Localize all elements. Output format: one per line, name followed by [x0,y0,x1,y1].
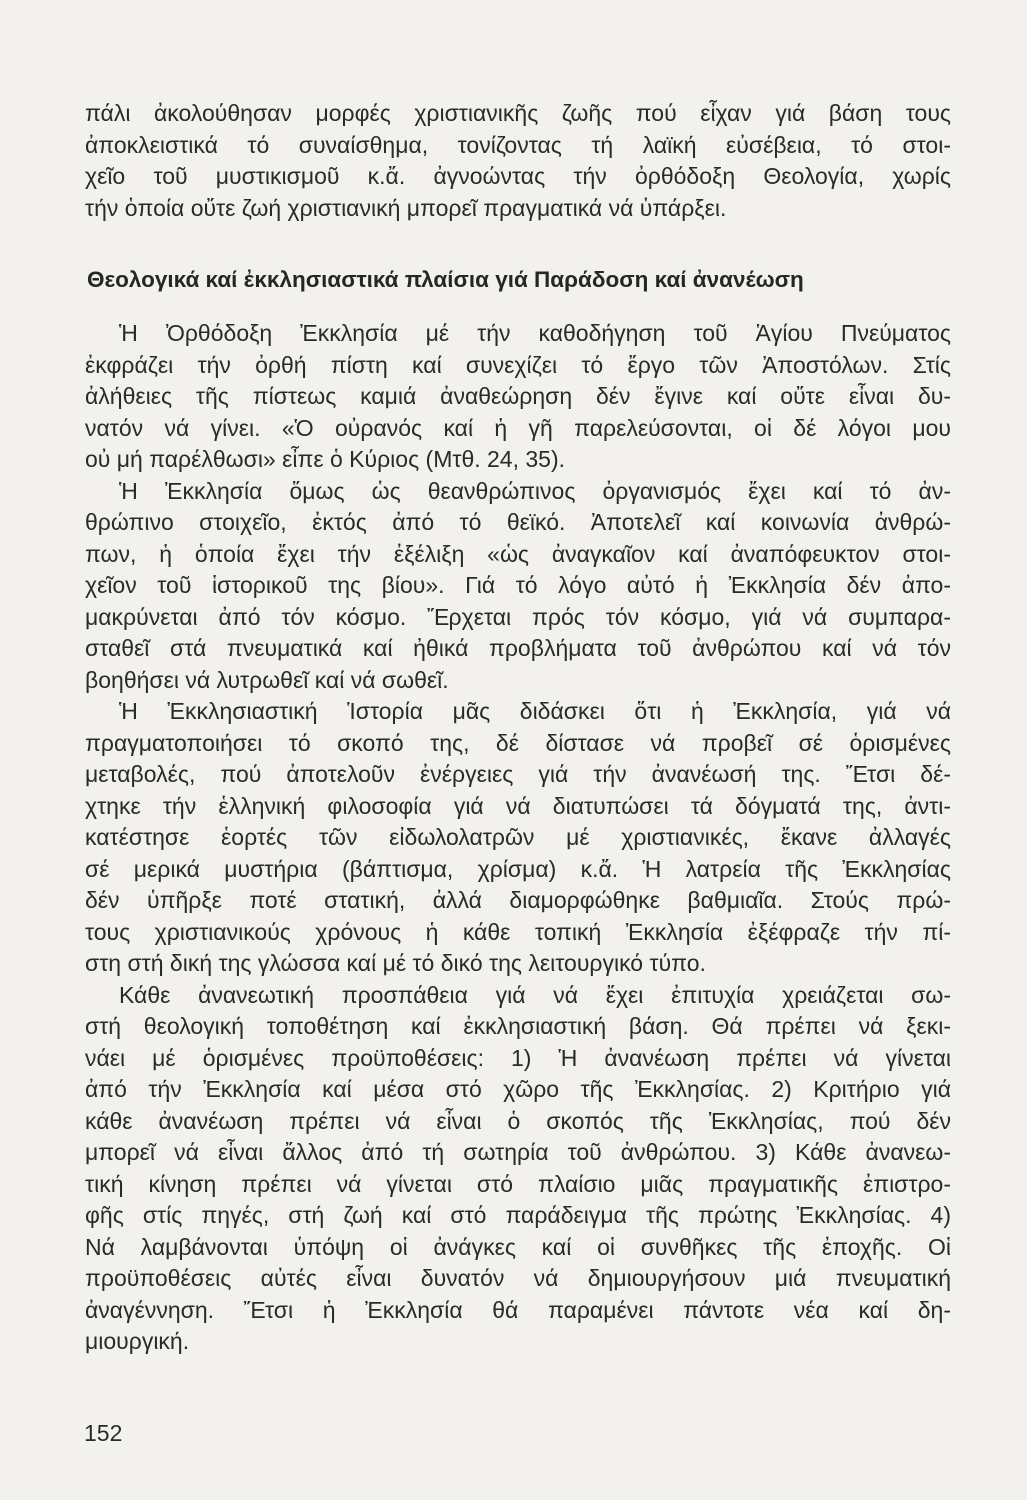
text-line: χτηκε τήν ἑλληνική φιλοσοφία γιά νά διατυπώσει τά δόγματά της, ἀντι- [85,792,951,819]
text-line: ἀποκλειστικά τό συναίσθημα, τονίζοντας τή λαϊκή εὐσέβεια, τό στοι- [85,131,951,158]
text-line: μεταβολές, πού ἀποτελοῦν ἐνέργειες γιά τήν ἀνανέωσή της. Ἔτσι δέ- [85,761,951,787]
text-line: βοηθήσει νά λυτρωθεῖ καί νά σωθεῖ. [85,666,449,693]
text-line: χεῖον τοῦ ἱστορικοῦ της βίου». Γιά τό λόγο αὐτό ἡ Ἐκκλησία δέν ἀπο- [85,572,951,598]
text-line: ἐκφράζει τήν ὀρθή πίστη καί συνεχίζει τό ἔργο τῶν Ἀποστόλων. Στίς [85,351,951,378]
page-number: 152 [84,1420,123,1446]
text-line: δέν ὑπῆρξε ποτέ στατική, ἀλλά διαμορφώθηκε βαθμιαῖα. Στούς πρώ- [85,887,951,913]
text-line: μακρύνεται ἀπό τόν κόσμο. Ἔρχεται πρός τόν κόσμο, γιά νά συμπαρα- [85,603,951,630]
text-line: μιουργική. [85,1328,190,1354]
text-line: Νά λαμβάνονται ὑπόψη οἱ ἀνάγκες καί οἱ συνθῆκες τῆς ἐποχῆς. Οἱ [85,1233,951,1260]
text-line: θρώπινο στοιχεῖο, ἐκτός ἀπό τό θεϊκό. Ἀποτελεῖ καί κοινωνία ἀνθρώ- [85,509,951,535]
text-line: φῆς στίς πηγές, στή ζωή καί στό παράδειγμα τῆς πρώτης Ἐκκλησίας. 4) [85,1202,951,1228]
text-line: Ἡ Ὀρθόδοξη Ἐκκλησία μέ τήν καθοδήγηση τοῦ Ἁγίου Πνεύματος [119,320,951,346]
text-line: στη στή δική της γλώσσα καί μέ τό δικό της λειτουργικό τύπο. [85,950,706,976]
section-heading: Θεολογικά καί ἐκκλησιαστικά πλαίσια γιά Παράδοση καί ἀνανέωση [87,267,804,292]
text-line: νάει μέ ὁρισμένες προϋποθέσεις: 1) Ἡ ἀνανέωση πρέπει νά γίνεται [85,1044,951,1071]
text-line: σταθεῖ στά πνευματικά καί ἠθικά προβλήματα τοῦ ἀνθρώπου καί νά τόν [85,635,951,661]
text-line: Ἡ Ἐκκλησία ὅμως ὡς θεανθρώπινος ὀργανισμός ἔχει καί τό ἀν- [119,477,951,504]
body-text [85,318,951,1358]
text-line: τους χριστιανικούς χρόνους ἡ κάθε τοπική Ἐκκλησία ἐξέφραζε τήν πί- [85,918,951,945]
text-line: προϋποθέσεις αὐτές εἶναι δυνατόν νά δημιουργήσουν μιά πνευματική [85,1265,951,1291]
text-line: οὐ μή παρέλθωσι» εἶπε ὁ Κύριος (Μτθ. 24, 35). [85,446,566,472]
text-line: νατόν νά γίνει. «Ὁ οὐρανός καί ἡ γῆ παρελεύσονται, οἱ δέ λόγοι μου [85,414,951,441]
text-line: Ἡ Ἐκκλησιαστική Ἱστορία μᾶς διδάσκει ὅτι ἡ Ἐκκλησία, γιά νά [119,698,951,724]
text-line: Κάθε ἀνανεωτική προσπάθεια γιά νά ἔχει ἐπιτυχία χρειάζεται σω- [119,981,951,1008]
text-line: ἀπό τήν Ἐκκλησία καί μέσα στό χῶρο τῆς Ἐκκλησίας. 2) Κριτήριο γιά [85,1076,951,1102]
text-line: ἀναγέννηση. Ἔτσι ἡ Ἐκκλησία θά παραμένει πάντοτε νέα καί δη- [85,1296,951,1323]
text-line: χεῖο τοῦ μυστικισμοῦ κ.ἄ. ἀγνοώντας τήν ὀρθόδοξη Θεολογία, χωρίς [85,163,951,189]
intro-paragraph [85,98,951,224]
text-line: μπορεῖ νά εἶναι ἄλλος ἀπό τή σωτηρία τοῦ ἀνθρώπου. 3) Κάθε ἀνανεω- [85,1139,951,1165]
text-line: κάθε ἀνανέωση πρέπει νά εἶναι ὁ σκοπός τῆς Ἐκκλησίας, πού δέν [85,1107,951,1134]
text-line: πάλι ἀκολούθησαν μορφές χριστιανικῆς ζωῆς πού εἶχαν γιά βάση τους [85,100,951,126]
text-line: σέ μερικά μυστήρια (βάπτισμα, χρίσμα) κ.ἄ. Ἡ λατρεία τῆς Ἐκκλησίας [85,855,951,882]
text-line: στή θεολογική τοποθέτηση καί ἐκκλησιαστική βάση. Θά πρέπει νά ξεκι- [85,1013,951,1039]
text-line: πραγματοποιήσει τό σκοπό της, δέ δίστασε νά προβεῖ σέ ὁρισμένες [85,729,951,756]
text-line: τική κίνηση πρέπει νά γίνεται στό πλαίσιο μιᾶς πραγματικῆς ἐπιστρο- [85,1170,951,1197]
text-line: ἀλήθειες τῆς πίστεως καμιά ἀναθεώρηση δέν ἔγινε καί οὔτε εἶναι δυ- [85,383,951,409]
text-line: κατέστησε ἑορτές τῶν εἰδωλολατρῶν μέ χριστιανικές, ἔκανε ἀλλαγές [85,824,951,850]
text-line: πων, ἡ ὁποία ἔχει τήν ἐξέλιξη «ὡς ἀναγκαῖον καί ἀναπόφευκτον στοι- [85,540,951,567]
text-line: τήν ὁποία οὔτε ζωή χριστιανική μπορεῖ πραγματικά νά ὑπάρξει. [85,194,727,221]
